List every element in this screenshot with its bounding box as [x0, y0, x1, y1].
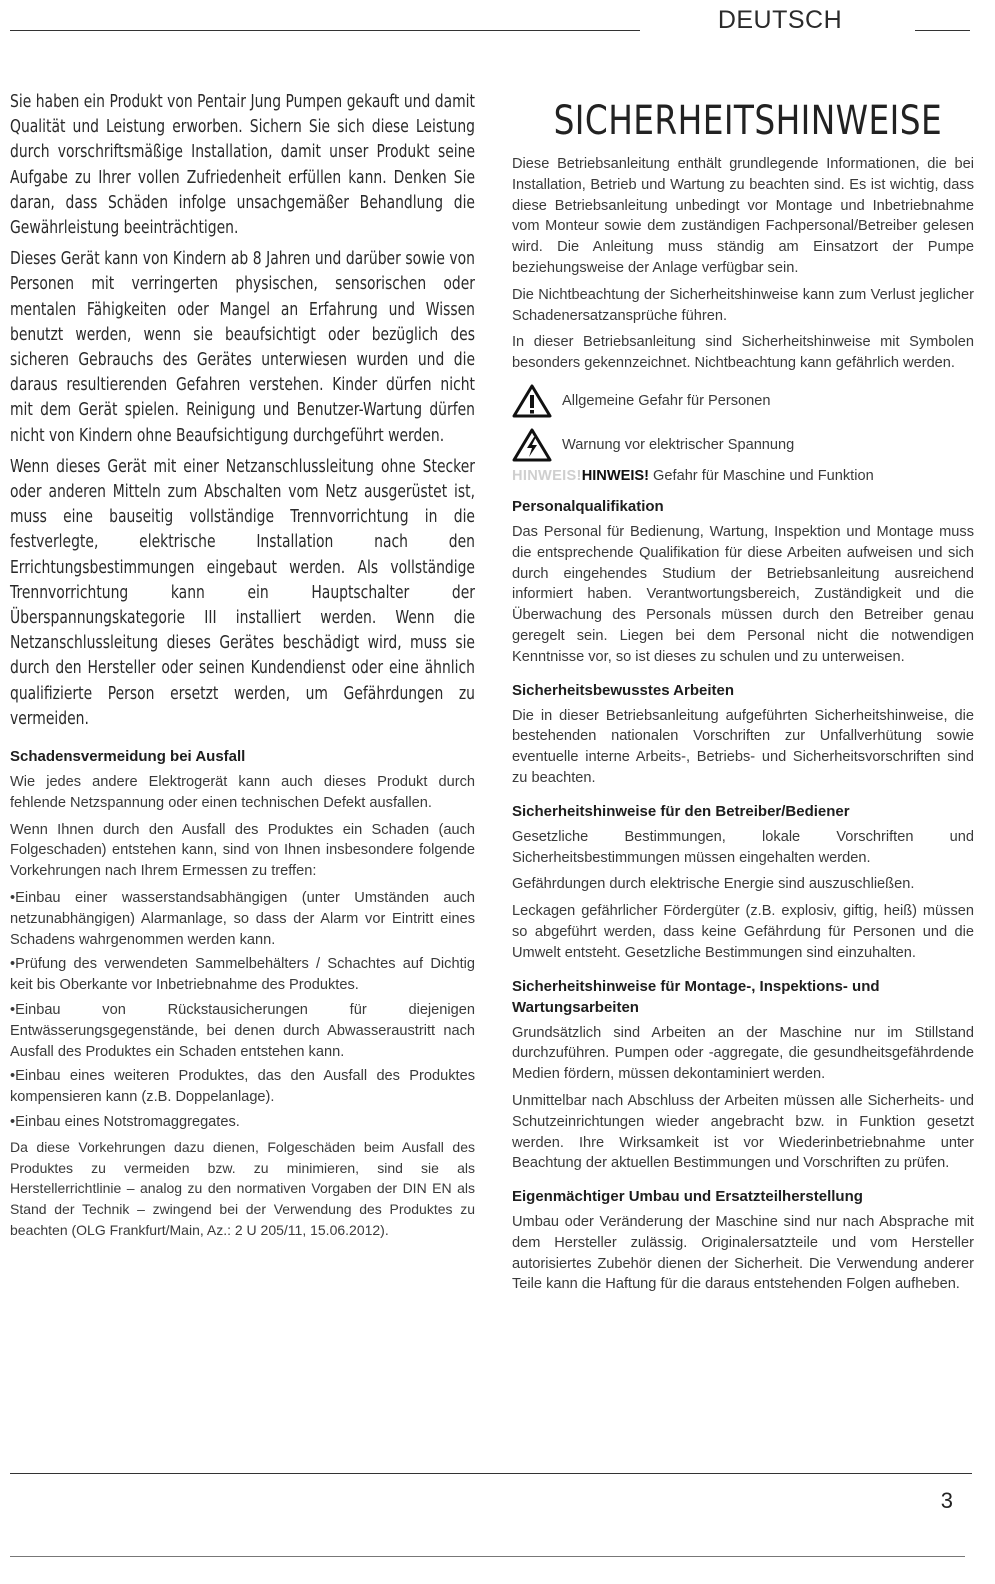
precaution-list [10, 888, 475, 1133]
symbols-paragraph: In dieser Betriebsanleitung sind Sicherheitshinweise mit Symbolen besonders gekennzeichnet. Nichtbeachtung kann gefährlich werden. [512, 334, 974, 372]
notice-text: Gefahr für Maschine und Funktion [649, 467, 874, 484]
electric-warning-row [512, 428, 974, 462]
general-danger-row [512, 384, 974, 418]
electric-warning-label: Warnung vor elektrischer Spannung [562, 436, 795, 453]
section-text-safe-work: Die in dieser Betriebsanleitung aufgeführten Sicherheitshinweise, die bestehenden nationalen Vorschriften zur Unfallverhütung sowie eventuelle interne Arbeits-, Betriebs- und Sicherheitsvorschriften sind zu beachten. [512, 707, 974, 786]
section-text-personnel: Das Personal für Bedienung, Wartung, Inspektion und Montage muss die entsprechende Qualifikation für diese Arbeiten aufweisen und sich durch eingehendes Studium der Betriebsanleitung ausreichend informiert haben. Verantwortungsbereich, Zuständigkeit und die Überwachung des Personals müssen durch den Betreiber genau geregelt sein. Liegen bei dem Personal nicht die notwendigen Kenntnisse vor, so ist dieses zu schulen und zu unterweisen. [512, 523, 974, 665]
notice-ghost-label: HINWEIS! [512, 467, 582, 484]
electric-hazard-icon [512, 428, 552, 462]
intro-paragraph-3: Wenn dieses Gerät mit einer Netzanschlussleitung ohne Stecker oder anderen Mitteln zum Abschalten vom Netz ausgerüstet ist, muss eine bauseitig vollständige Trennvorrichtung in die festverlegte, elektrische Installation nach den Errichtungsbestimmungen eingebaut werden. Als vollständige Trennvorrichtung kann ein Hauptschalter der Überspannungskategorie III installiert werden. Wenn die Netzanschlussleitung dieses Gerätes beschädigt wird, muss sie durch den Hersteller oder seinen Kundendienst oder eine ähnlich qualifizierte Person ersetzt werden, um Gefährdungen zu vermeiden. [10, 456, 475, 729]
section-text-operator-1: Gesetzliche Bestimmungen, lokale Vorschriften und Sicherheitsbestimmungen müssen eingehalten werden. [512, 828, 974, 866]
safety-intro-paragraph: Diese Betriebsanleitung enthält grundlegende Informationen, die bei Installation, Betrieb und Wartung zu beachten sind. Es ist wichtig, dass diese Betriebsanleitung unbedingt vor Montage und Inbetriebnahme vom Monteur sowie dem zuständigen Fachpersonal/Betreiber gelesen wird. Die Anleitung muss ständig am Einsatzort der Pumpe beziehungsweise der Anlage verfügbar sein. [512, 156, 974, 276]
list-item: •Einbau von Rückstausicherungen für diejenigen Entwässerungsgegenstände, bei denen durch Abwasseraustritt nach Ausfall des Produktes ein Schaden entstehen kann. [10, 1002, 475, 1060]
damage-paragraph-1: Wie jedes andere Elektrogerät kann auch dieses Produkt durch fehlende Netzspannung oder einen technischen Defekt ausfallen. [10, 774, 475, 811]
section-text-modification: Umbau oder Veränderung der Maschine sind nur nach Absprache mit dem Hersteller zulässig. Originalersatzteile und vom Hersteller autorisiertes Zubehör dienen der Sicherheit. Die Verwendung anderer Teile kann die Haftung für die daraus entstehenden Folgen aufheben. [512, 1214, 974, 1293]
list-item: •Einbau einer wasserstandsabhängigen (unter Umständen auch netzunabhängigen) Alarmanlage, so dass der Alarm vor Eintritt eines Schadens wahrgenommen werden kann. [10, 890, 475, 948]
section-heading-maintenance: Sicherheitshinweise für Montage-, Inspektions- und Wartungsarbeiten [512, 977, 880, 1016]
section-text-maintenance-2: Unmittelbar nach Abschluss der Arbeiten müssen alle Sicherheits- und Schutzeinrichtungen wieder angebracht bzw. in Funktion gesetzt werden. Ihre Wirksamkeit ist vor Wiederinbetriebnahme unter Beachtung der aktuellen Bestimmungen und Vorschriften zu prüfen. [512, 1092, 974, 1172]
list-item: •Einbau eines weiteren Produktes, das den Ausfall des Produktes kompensieren kann (z.B. Doppelanlage). [10, 1068, 475, 1106]
warning-triangle-icon [512, 384, 552, 418]
damage-heading: Schadensvermeidung bei Ausfall [10, 748, 246, 766]
header-rule-left [10, 30, 640, 31]
section-text-operator-3: Leckagen gefährlicher Fördergüter (z.B. explosiv, giftig, heiß) müssen so abgeführt werden, dass keine Gefährdung für Personen und die Umwelt entsteht. Gesetzliche Bestimmungen sind einzuhalten. [512, 903, 974, 961]
notice-label: HINWEIS! [581, 467, 649, 484]
page-title: SICHERHEITSHINWEISE [553, 98, 943, 144]
page-number: 3 [940, 1488, 953, 1513]
section-text-operator-2: Gefährdungen durch elektrische Energie sind auszuschließen. [512, 876, 915, 893]
footer-rule [10, 1473, 972, 1474]
intro-paragraph-1: Sie haben ein Produkt von Pentair Jung Pumpen gekauft und damit Qualität und Leistung erworben. Sichern Sie sich diese Leistung durch vorschriftsmäßige Installation, damit unser Produkt seine Aufgabe zu Ihrer vollen Zufriedenheit erfüllen kann. Denken Sie daran, dass Schäden infolge unsachgemäßer Behandlung die Gewährleistung beeinträchtigen. [10, 92, 475, 239]
damage-paragraph-2: Wenn Ihnen durch den Ausfall des Produktes ein Schaden (auch Folgeschaden) entstehen kann, sind von Ihnen insbesondere folgende Vorkehrungen nach Ihrem Ermessen zu treffen: [10, 821, 475, 880]
liability-paragraph: Die Nichtbeachtung der Sicherheitshinweise kann zum Verlust jeglicher Schadenersatzansprüche führen. [512, 286, 974, 324]
bottom-rule [10, 1556, 965, 1557]
right-column [512, 92, 974, 1301]
section-heading-safe-work: Sicherheitsbewusstes Arbeiten [512, 681, 735, 699]
header-rule-right [915, 30, 970, 31]
list-item: •Einbau eines Notstromaggregates. [10, 1114, 240, 1131]
list-item: •Prüfung des verwendeten Sammelbehälters / Schachtes auf Dichtig keit bis Oberkante vor Inbetriebnahme des Produktes. [10, 956, 475, 994]
section-text-maintenance-1: Grundsätzlich sind Arbeiten an der Maschine nur im Stillstand durchzuführen. Pumpen oder -aggregate, die gesundheitsgefährdende Medien fördern, müssen dekontaminiert werden. [512, 1024, 974, 1083]
section-heading-modification: Eigenmächtiger Umbau und Ersatzteilherstellung [512, 1188, 863, 1206]
left-column [10, 90, 475, 1247]
intro-paragraph-2: Dieses Gerät kann von Kindern ab 8 Jahren und darüber sowie von Personen mit verringerten physischen, sensorischen oder mentalen Fähigkeiten oder Mangel an Erfahrung und Wissen benutzt werden, wenn sie beaufsichtigt oder bezüglich des sicheren Gebrauchs des Gerätes unterwiesen wurden und die daraus resultierenden Gefahren verstehen. Kinder dürfen nicht mit dem Gerät spielen. Reinigung und Benutzer-Wartung dürfen nicht von Kindern ohne Beaufsichtigung durchgeführt werden. [10, 249, 475, 446]
general-danger-label: Allgemeine Gefahr für Personen [562, 392, 771, 409]
section-heading-operator: Sicherheitshinweise für den Betreiber/Bediener [512, 802, 850, 820]
intro-section [10, 90, 475, 732]
notice-row [512, 468, 974, 484]
legal-note: Da diese Vorkehrungen dazu dienen, Folgeschäden beim Ausfall des Produktes zu vermeiden bzw. zu minimieren, sind sie als Herstellerrichtlinie – analog zu den normativen Vorgaben der DIN EN als Stand der Technik – zwingend bei der Verwendung des Produktes zu beachten (OLG Frankfurt/Main, Az.: 2 U 205/11, 15.06.2012). [10, 1138, 475, 1239]
language-label: DEUTSCH [717, 6, 843, 34]
section-heading-personnel: Personalqualifikation [512, 497, 664, 515]
